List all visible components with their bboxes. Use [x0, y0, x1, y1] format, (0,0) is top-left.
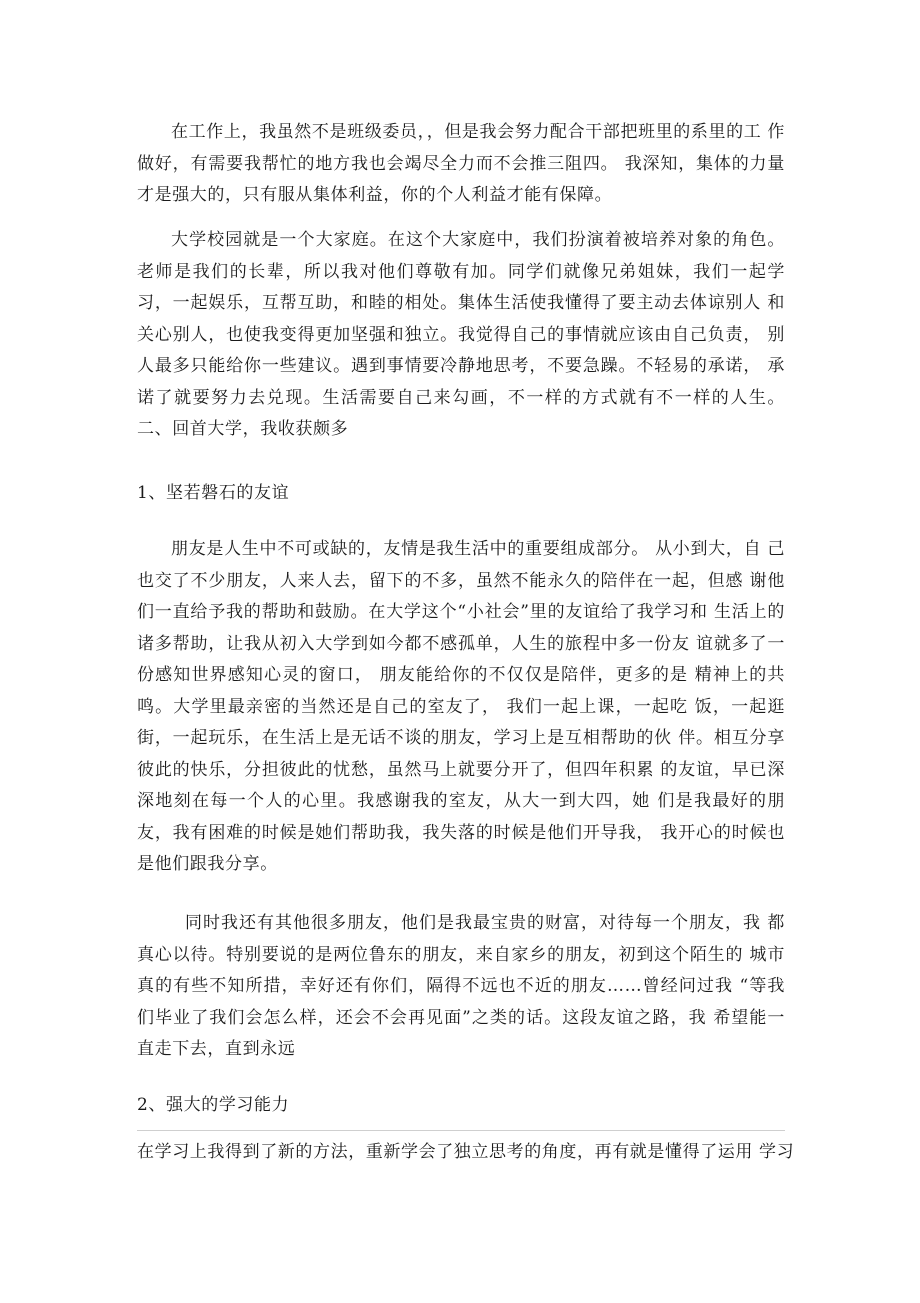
paragraph-campus-family: 大学校园就是一个大家庭。在这个大家庭中，我们扮演着被培养对象的角色。 老师是我们的长辈，所以我对他们尊敬有加。同学们就像兄弟姐妹，我们一起学 习，一起娱乐，互帮互助，和睦的相处。集体生活使我懂得了要主动去体谅别人 和关心别人，也使我变得更加坚强和独立。我觉得自己的事情就应该由自己负责， 别人最多只能给你一些建议。遇到事情要冷静地思考，不要急躁。不轻易的承诺， 承诺了就要努力去兑现。生活需要自己来勾画，不一样的方式就有不一样的人生。 二、回首大学，我收获颇多	[137, 230, 785, 439]
section-divider	[137, 1130, 785, 1131]
section-heading-friendship: 1、坚若磐石的友谊	[137, 483, 290, 503]
paragraph-friendship: 朋友是人生中不可或缺的，友情是我生活中的重要组成部分。 从小到大，自 己也交了不少朋友，人来人去，留下的不多，虽然不能永久的陪伴在一起，但感 谢他们一直给予我的帮助和鼓励。在大学这个“小社会”里的友谊给了我学习和 生活上的诸多帮助，让我从初入大学到如今都不感孤单，人生的旅程中多一份友 谊就多了一份感知世界感知心灵的窗口， 朋友能给你的不仅仅是陪伴，更多的是 精神上的共鸣。大学里最亲密的当然还是自己的室友了， 我们一起上课，一起吃 饭，一起逛街，一起玩乐，在生活上是无话不谈的朋友，学习上是互相帮助的伙 伴。相互分享彼此的快乐，分担彼此的忧愁，虽然马上就要分开了，但四年积累 的友谊，早已深深地刻在每一个人的心里。我感谢我的室友，从大一到大四，她 们是我最好的朋友，我有困难的时候是她们帮助我，我失落的时候是他们开导我， 我开心的时候也是他们跟我分享。	[137, 539, 785, 874]
paragraph-work: 在工作上，我虽然不是班级委员，，但是我会努力配合干部把班里的系里的工 作做好，有需要我帮忙的地方我也会竭尽全力而不会推三阻四。 我深知，集体的力量才是强大的，只有服从集体利益，你的个人利益才能有保障。	[137, 122, 785, 205]
section-heading-learning: 2、强大的学习能力	[137, 1095, 290, 1115]
paragraph-other-friends: 同时我还有其他很多朋友，他们是我最宝贵的财富，对待每一个朋友，我 都真心以待。特别要说的是两位鲁东的朋友，来自家乡的朋友，初到这个陌生的 城市真的有些不知所措，幸好还有你们，隔得不远也不近的朋友……曾经问过我 “等我们毕业了我们会怎么样，还会不会再见面”之类的话。这段友谊之路，我 希望能一直走下去，直到永远	[137, 913, 785, 1059]
paragraph-learning: 在学习上我得到了新的方法，重新学会了独立思考的角度，再有就是懂得了运用 学习	[137, 1142, 795, 1162]
